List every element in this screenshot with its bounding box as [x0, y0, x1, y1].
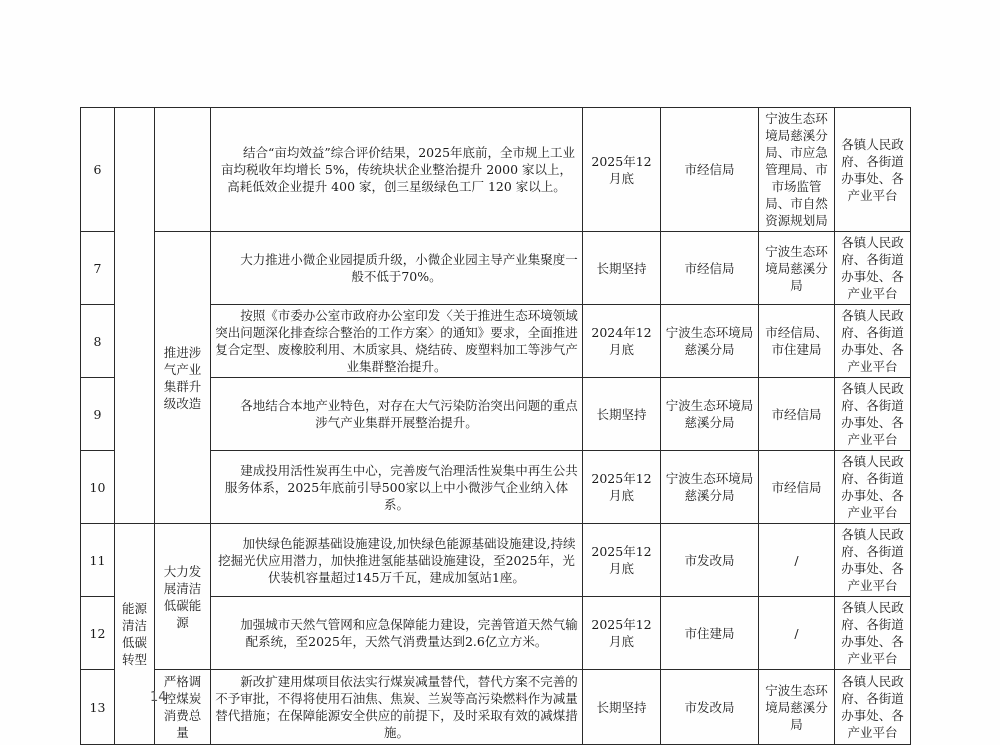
task-cell: 按照《市委办公室市政府办公室印发〈关于推进生态环境领域突出问题深化排查综合整治的工作方案〉的通知》要求，全面推进复合定型、废橡胶利用、木质家具、烧结砖、废塑料加工等涉气产业集群整治提升。 [211, 305, 583, 378]
deadline-cell: 2025年12月底 [583, 524, 661, 597]
subcategory-cell [155, 108, 211, 232]
task-cell: 大力推进小微企业园提质升级，小微企业园主导产业集聚度一般不低于70%。 [211, 232, 583, 305]
row-number: 6 [81, 108, 115, 232]
coop-dept-cell: 宁波生态环境局慈溪分局 [759, 670, 835, 745]
deadline-cell: 长期坚持 [583, 670, 661, 745]
row-number: 13 [81, 670, 115, 745]
task-cell: 加强城市天然气管网和应急保障能力建设，完善管道天然气输配系统，至2025年，天然气消费量达到2.6亿立方米。 [211, 597, 583, 670]
deadline-cell: 2025年12月底 [583, 108, 661, 232]
row-number: 12 [81, 597, 115, 670]
coop-dept-cell: 宁波生态环境局慈溪分局 [759, 232, 835, 305]
coop-dept-cell: / [759, 524, 835, 597]
category-cell: 能源清洁低碳转型 [115, 524, 155, 745]
table-row [81, 670, 911, 745]
task-cell: 各地结合本地产业特色，对存在大气污染防治突出问题的重点涉气产业集群开展整治提升。 [211, 378, 583, 451]
subcategory-cell: 推进涉气产业集群升级改造 [155, 232, 211, 524]
coop-dept-cell: 宁波生态环境局慈溪分局、市应急管理局、市市场监管局、市自然资源规划局 [759, 108, 835, 232]
responsible-cell: 各镇人民政府、各街道办事处、各产业平台 [835, 305, 911, 378]
lead-dept-cell: 宁波生态环境局慈溪分局 [661, 305, 759, 378]
task-cell: 结合“亩均效益”综合评价结果，2025年底前，全市规上工业亩均税收年均增长 5%，传统块状企业整治提升 2000 家以上，高耗低效企业提升 400 家，创三星级绿色工厂 120 家以上。 [211, 108, 583, 232]
deadline-cell: 2025年12月底 [583, 451, 661, 524]
table-row [81, 524, 911, 597]
subcategory-cell: 严格调控煤炭消费总量 [155, 670, 211, 745]
deadline-cell: 2024年12月底 [583, 305, 661, 378]
lead-dept-cell: 市住建局 [661, 597, 759, 670]
row-number: 8 [81, 305, 115, 378]
row-number: 10 [81, 451, 115, 524]
responsible-cell: 各镇人民政府、各街道办事处、各产业平台 [835, 378, 911, 451]
table-row [81, 108, 911, 232]
deadline-cell: 2025年12月底 [583, 597, 661, 670]
row-number: 7 [81, 232, 115, 305]
coop-dept-cell: 市经信局 [759, 451, 835, 524]
lead-dept-cell: 市发改局 [661, 670, 759, 745]
deadline-cell: 长期坚持 [583, 232, 661, 305]
coop-dept-cell: 市经信局 [759, 378, 835, 451]
lead-dept-cell: 市发改局 [661, 524, 759, 597]
responsible-cell: 各镇人民政府、各街道办事处、各产业平台 [835, 451, 911, 524]
deadline-cell: 长期坚持 [583, 378, 661, 451]
task-cell: 加快绿色能源基础设施建设,加快绿色能源基础设施建设,持续挖掘光伏应用潜力，加快推进氢能基础设施建设，至2025年，光伏装机容量超过145万千瓦，建成加氢站1座。 [211, 524, 583, 597]
task-cell: 新改扩建用煤项目依法实行煤炭减量替代，替代方案不完善的不予审批，不得将使用石油焦、焦炭、兰炭等高污染燃料作为减量替代措施；在保障能源安全供应的前提下，及时采取有效的减煤措施。 [211, 670, 583, 745]
lead-dept-cell: 市经信局 [661, 232, 759, 305]
lead-dept-cell: 宁波生态环境局慈溪分局 [661, 378, 759, 451]
measures-table [80, 107, 911, 745]
task-cell: 建成投用活性炭再生中心，完善废气治理活性炭集中再生公共服务体系，2025年底前引导500家以上中小微涉气企业纳入体系。 [211, 451, 583, 524]
category-cell [115, 108, 155, 524]
responsible-cell: 各镇人民政府、各街道办事处、各产业平台 [835, 232, 911, 305]
responsible-cell: 各镇人民政府、各街道办事处、各产业平台 [835, 524, 911, 597]
coop-dept-cell: / [759, 597, 835, 670]
responsible-cell: 各镇人民政府、各街道办事处、各产业平台 [835, 597, 911, 670]
subcategory-cell: 大力发展清洁低碳能源 [155, 524, 211, 670]
page-number: 14 [150, 690, 167, 705]
lead-dept-cell: 市经信局 [661, 108, 759, 232]
table-row [81, 232, 911, 305]
row-number: 11 [81, 524, 115, 597]
responsible-cell: 各镇人民政府、各街道办事处、各产业平台 [835, 670, 911, 745]
row-number: 9 [81, 378, 115, 451]
lead-dept-cell: 宁波生态环境局慈溪分局 [661, 451, 759, 524]
responsible-cell: 各镇人民政府、各街道办事处、各产业平台 [835, 108, 911, 232]
coop-dept-cell: 市经信局、市住建局 [759, 305, 835, 378]
